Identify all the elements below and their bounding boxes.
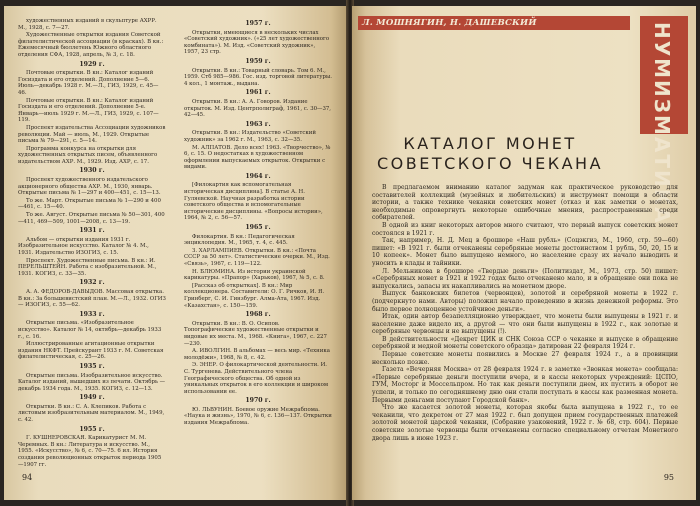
- article-title-line-1: КАТАЛОГ МОНЕТ: [403, 134, 577, 153]
- article-paragraph: В предлагаемом вниманию каталог задуман как практическое руководство для составителей коллекций (музейных и любительских) и инструмент помощи в области истории, а также технике чеканки советских монет (отказ и как заметки о монетах, необходимые опровергнуть некоторые ошибочные мнения, распространенные среди собирателей.: [372, 184, 678, 222]
- page-number-left: 94: [22, 473, 33, 482]
- article-paragraph: В одной из книг некоторых авторов много считают, что первый выпуск советских монет состоялся в 1921 г.: [372, 221, 678, 237]
- bibliography-entry: Открытки. В кн.: С. А. Клепиков. Работа с листовым изобразительным материалом. М., 1949, с. 42.: [18, 403, 165, 424]
- bibliography-entry: [Рассказ об открытках]. В кн.: Мир коллекционера. Составители: О. Г. Ричков, И. Я. Гринберг, С. И. Гинзбург. Алма-Ата, 1967. Изд. «Казахстан», с. 150—159.: [184, 282, 325, 309]
- bibliography-entry: Художественные открытки издания Советской филателистической ассоциации (в красках). В кн.: Ежемесячный бюллетень Южного областного отделения СФА, 1928, апрель, № 3, с. 18.: [18, 32, 164, 58]
- bibliography-entry: Альбом — открытки издания 1931 г. Изобразительное искусство. Каталог № 4. М., 1931. Издательство ИЗОГИЗ, с. 15.: [18, 236, 149, 256]
- bibliography-entry: Проспект издательства Ассоциации художников революции. Май — июль, М., 1929. Открытые письма № 79—291, с. 5—14.: [18, 124, 166, 145]
- bibliography-entry: А. А. ФЕДОРОВ-ДАВЫДОВ. Массовая открытка. В кн.: За большевистский план. М.—Л., 1932. ОГИЗ — ИЗОГИЗ, с. 55—62.: [18, 288, 166, 309]
- article-paragraph: Итак, один автор безапелляционно утверждает, что монеты были выпущены в 1921 г. и население даже видело их, а другой — что они были выпущены в 1922 г., как золотые и серебряные червонцы и не выпущены (!).: [372, 313, 678, 336]
- bibliography-entry: Открытки. В кн.: Товарный словарь. Том 6. М., 1959. Стб 985—986. Гос. изд. торговой литературы. 4 кол., 1 монтаж., выдана.: [184, 67, 332, 87]
- article-paragraph: Что же касается золотой монеты, которая якобы была выпущена в 1922 г., то ее чеканили, что декретом от 27 мая 1922 г. был допущен прием государственных платежей золотой монетой царской чеканки, (Собрание узаконений, 1922 г. № 68, стр. 604). Первые советские золотые червонцы были отчеканены согласно специальному отчетам Монетного двора лишь в июне 1923 г.: [372, 404, 678, 442]
- article-title: [370, 134, 610, 174]
- bibliography-entry: То же. Август. Открытые письма № 50—301, 400—411, 469—509, 1001—2008, с. 13—19.: [18, 212, 165, 225]
- year-heading: 1929 г.: [79, 60, 105, 68]
- bibliography-entry: Открытые письма. Изобразительное искусство. Каталог изданий, вышедших из печати. Октябрь — декабрь 1934 года. М., 1935. КОГИЗ, с. 12—13.: [18, 372, 165, 392]
- article-paragraph: Газета «Вечерняя Москва» от 28 февраля 1924 г. в заметке «Звонкая монета» сообщала: «Первые серебряные деньги поступили вчера, и в кассы некоторых учреждений: ЦСПО, ГУМ, Мосторг и Моссельпром. Но так как деньги поступили днем, их пустить в оборот не успели, и только по сегодняшнему дню они стали поступать в кассы как разменная монета. Первыми деньгами поступают Городской банк».: [372, 366, 678, 404]
- page-number-right: 95: [663, 473, 674, 482]
- bibliography-entry: Почтовые открытки. В кн.: Каталог изданий Госиздата и его отделений. Дополнение 5-е. Январь—июль 1929 г. М.—Л., ГИЗ, 1929, с. 107—119.: [18, 97, 159, 124]
- bibliography-entry: То же. Март. Открытые письма № 1—290 и 400—461, с. 15—40.: [18, 197, 161, 211]
- year-heading: 1968 г.: [245, 311, 271, 319]
- bibliography-entry: Ю. ЛЬВУНИН. Боевое оружие Межрабпома. «Наука и жизнь», 1970, № 6, с. 136—137. Открытки издания Межрабпома.: [184, 406, 332, 427]
- article-paragraph: Так, например, Н. Д. Мец в брошюре «Наш рубль» (Соцэкгиз, М., 1960, стр. 59—60) пишет: «В 1921 г. были отчеканены серебряные монеты достоинством 1 рубль, 50, 20, 15 и 10 копеек». Монет было выпущено немного, но население сразу их начало выводить и уносить в клады и тайники.: [372, 237, 678, 267]
- running-head-authors: Л. МОШНЯГИН, Н. ДАШЕВСКИЙ: [358, 16, 630, 30]
- article-paragraph: Первые советские монеты появились в Москве 27 февраля 1924 г., а в провинции несколько позже.: [372, 351, 678, 366]
- bibliography-entry: Проспект художественного издательского акционерного общества АХР. М., 1930, январь. Открытые письма № 1—297 и 400—451, с. 15—13.: [18, 177, 161, 197]
- bibliography-entry: Г. КУШНЕРОВСКАЯ. Карикатурист М. М. Черемных. В кн.: Литература и искусство. М., 1955. «Искусство», № 6, с. 70—75. 6 ил. История создания революционных открыток периода 1905—1907 гг.: [18, 435, 162, 468]
- bibliography-entry: М. АЛПАТОВ. Дело всех! 1963. «Творчество», № 6, с. 15. О недостатках в художественном оформлении выпускаемых открыток. Открытки с видами.: [184, 144, 331, 171]
- article-paragraph: Выпуск банковских билетов (червонцев), золотой и серебряной монеты в 1922 г. (подчеркнуто нами. Авторы) положил начало проведению в жизнь денежной реформы. Это было первое полноценное устойчивое деньги».: [372, 290, 678, 313]
- bibliography-entry: Открытки. В кн.: В. О. Осипов. Топографические художественные открытки и видовые их места. М., 1968. «Книга», 1967, с. 227—230.: [184, 320, 327, 347]
- year-heading: 1965 г.: [245, 224, 271, 232]
- year-heading: 1932 г.: [79, 279, 105, 287]
- article-paragraph: В действительности «Декрет ЦИК и СНК Союза ССР о чеканке и выпуске в обращение серебряной и медной монеты советского образца» датирован 22 февраля 1924 г.: [372, 335, 678, 351]
- bibliography-entry: Открытки, имеющиеся в нескольких числах «Советский художник». («25 лет художественного комбината»). М. Изд. «Советский художник», 1957, 23 стр.: [184, 29, 330, 56]
- left-column-a: [18, 18, 166, 469]
- article-title-line-2: СОВЕТСКОГО ЧЕКАНА: [376, 154, 604, 173]
- year-heading: 1964 г.: [245, 172, 271, 180]
- bibliography-entry: Н. БЛЮМИНА. Из истории украинской карикатуры. «Прапор» (Харьков), 1967, № 5, с. 8.: [184, 268, 325, 282]
- year-heading: 1935 г.: [79, 362, 105, 370]
- section-tab-label: НУМИЗМАТИКА: [650, 22, 674, 225]
- year-heading: 1931 г.: [79, 227, 105, 235]
- article-body: [372, 184, 678, 442]
- bibliography-entry: Программа конкурса на открытки для художественных открытых писем, объявленного издательством АХР. М., 1929. Изд. АХР, с. 17.: [18, 145, 158, 165]
- section-tab: [640, 16, 688, 225]
- year-heading: 1970 г.: [245, 397, 271, 405]
- bibliography-entry: Иллюстрированные агитационные открытки издания НКФТ. Прейскурант 1933 г. М. Советская филателистическая, с. 25—26.: [18, 341, 164, 361]
- bibliography-entry: Почтовые открытки. В кн.: Каталог изданий Госиздата и его отделений. Дополнение 5—6. Июль—декабрь 1928 г. М.—Л., ГИЗ, 1929, с. 45—46.: [18, 70, 159, 96]
- bibliography-entry: Филокартия. В кн.: Педагогическая энциклопедия. М., 1965, т. 4, с. 445.: [184, 233, 295, 247]
- year-heading: 1963 г.: [245, 120, 271, 128]
- left-page: [4, 6, 348, 500]
- year-heading: 1949 г.: [79, 394, 105, 402]
- right-page: [352, 6, 696, 500]
- year-heading: 1933 г.: [79, 310, 105, 318]
- year-heading: 1961 г.: [245, 89, 271, 97]
- left-column-b: [184, 18, 332, 428]
- year-heading: 1959 г.: [245, 57, 271, 65]
- bibliography-entry: З. ХАРЛАМПИЕВ. Открытки. В кн.: «Почта СССР за 50 лет». Статистические очерки. М., Изд. «Связь», 1967, с. 119—122.: [184, 247, 330, 267]
- bibliography-entry: Проспект. Художественные письма. В кн.: И. ПЕРЕЛЬШТЕЙН. Работа с изобразительной. М., 1931. КОГИЗ, с. 33—35.: [18, 257, 157, 277]
- bibliography-entry: А. ИВОЛГИН. В альбомах — весь мир. «Техника молодёжи», 1968, № 8, с. 42.: [184, 348, 330, 361]
- year-heading: 1957 г.: [245, 20, 271, 27]
- bibliography-entry: Открытки. В кн.: А. А. Говоров. Издание открыток. М. Изд. Центрполиграф, 1961, с. 30—37, 42—45.: [184, 98, 332, 119]
- bibliography-entry: Э. ЭНЕР. О филокартической деятельности. И. С. Тургенева. Действительного члена Географического общества. Об одной из уникальных открыток в его коллекции и широком использовании ее.: [184, 362, 329, 395]
- year-heading: 1930 г.: [79, 167, 105, 175]
- bibliography-entry: Открытые письма. «Изобразительное искусство». Каталог № 14, октябрь—декабрь 1933 г., с. 16.: [18, 320, 162, 340]
- article-paragraph: Л. Мельникова в брошюре «Твердые деньги» (Политиздат, М., 1973, стр. 50) пишет: «Серебряных монет в 1921 и 1922 годах было отчеканено мало, и в обращение они пока не выпускались, запасы их накапливались на монетном дворе.: [372, 267, 678, 290]
- bibliography-entry: [Филокартия как вспомогательная историческая дисциплина]. В статье А. Н. Гуляевской. Научная разработка истории советского общества и вспомогательные исторические дисциплины. «Вопросы истории», 1964, № 2, с. 56—57.: [184, 182, 323, 222]
- bibliography-entry: Открытки. В кн.: Издательство «Советский художник» за 1962 г. М., 1963, с. 32—35.: [184, 130, 316, 143]
- bibliography-entry: художественных изданий в скульптуре АХРР. М., 1928, с. 7—27.: [18, 18, 157, 31]
- year-heading: 1955 г.: [79, 425, 105, 433]
